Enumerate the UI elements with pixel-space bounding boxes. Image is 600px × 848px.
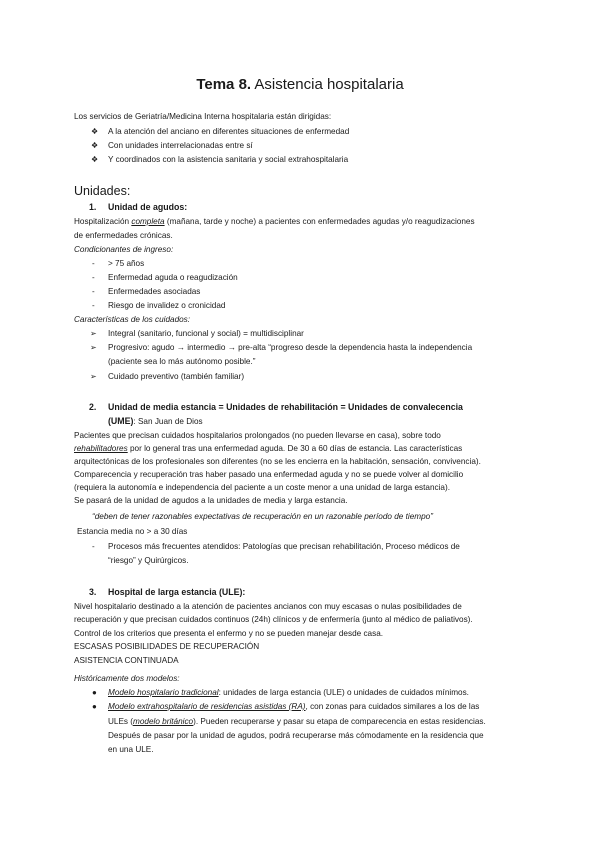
dash-bullet-icon: -	[92, 287, 95, 296]
dash-bullet-icon: -	[92, 273, 95, 282]
model-item-continued: Después de pasar por la unidad de agudos, podrá recuperarse más cómodamente en la residencia que	[108, 731, 484, 740]
section-3-caps-line: ESCASAS POSIBILIDADES DE RECUPERACIÓN	[74, 642, 260, 651]
intro-bullet: A la atención del anciano en diferentes situaciones de enfermedad	[108, 127, 350, 136]
title-number: Tema 8.	[196, 76, 252, 93]
section-1-title: Unidad de agudos:	[108, 202, 188, 212]
page-title	[0, 76, 600, 93]
intro-bullet: Y coordinados con la asistencia sanitaria y social extrahospitalaria	[108, 155, 349, 164]
diamond-bullet-icon: ❖	[91, 155, 99, 164]
condition-item: Riesgo de invalidez o cronicidad	[108, 301, 226, 310]
intro-bullet: Con unidades interrelacionadas entre sí	[108, 141, 253, 150]
dot-bullet-icon: ●	[92, 702, 97, 711]
section-1-paragraph: Hospitalización completa (mañana, tarde y noche) a pacientes con enfermedades agudas y/o reagudizaciones	[74, 217, 475, 226]
arrow-bullet-icon: ➢	[90, 329, 97, 338]
characteristics-label: Características de los cuidados:	[74, 315, 191, 324]
dash-bullet-icon: -	[92, 301, 95, 310]
condition-item: > 75 años	[108, 259, 145, 268]
diamond-bullet-icon: ❖	[91, 141, 99, 150]
section-2-quote: “deben de tener razonables expectativas de recuperación en un razonable período de tiempo”	[92, 512, 433, 521]
historical-label: Históricamente dos modelos:	[74, 674, 180, 683]
arrow-bullet-icon: ➢	[90, 372, 97, 381]
section-2-paragraph: (requiera la autonomía e independencia del paciente a un coste menor a una unidad de larga estancia).	[74, 483, 450, 492]
intro-text: Los servicios de Geriatría/Medicina Interna hospitalaria están dirigidas:	[74, 112, 332, 121]
section-2-number: 2.	[89, 402, 97, 412]
section-2-paragraph: rehabilitadores por lo general tras una enfermedad aguda. De 30 a 60 días de estancia. Las características	[74, 444, 463, 453]
section-2-paragraph: Se pasará de la unidad de agudos a la unidades de media y larga estancia.	[74, 496, 348, 505]
dash-bullet-icon: -	[92, 542, 95, 551]
section-3-paragraph: Control de los criterios que presenta el enfermo y no se pueden manejar desde casa.	[74, 629, 384, 638]
arrow-bullet-icon: ➢	[90, 343, 97, 352]
section-2-paragraph: Comparecencia y recuperación tras haber pasado una enfermedad aguda y no se puede volver al domicilio	[74, 470, 464, 479]
section-1-paragraph: de enfermedades crónicas.	[74, 231, 173, 240]
model-item-continued: en una ULE.	[108, 745, 154, 754]
section-2-processes-continued: “riesgo” y Quirúrgicos.	[108, 556, 189, 565]
characteristic-item: Progresivo: agudo → intermedio → pre-alta “progreso desde la dependencia hasta la independencia	[108, 343, 473, 352]
characteristic-item-continued: (paciente sea lo más autónomo posible.”	[108, 357, 256, 366]
section-3-paragraph: recuperación y que precisan cuidados continuos (24h) clínicos y de enfermería (junto al médico de paliativos).	[74, 615, 473, 624]
characteristic-item: Integral (sanitario, funcional y social) = multidisciplinar	[108, 329, 304, 338]
title-text: Asistencia hospitalaria	[251, 76, 404, 93]
characteristic-item: Cuidado preventivo (también familiar)	[108, 372, 245, 381]
dash-bullet-icon: -	[92, 259, 95, 268]
section-2-title-continued: (UME): San Juan de Dios	[108, 416, 203, 426]
model-item-continued: ULEs (modelo británico). Pueden recuperarse y pasar su etapa de comparecencia en estas residencias.	[108, 717, 486, 726]
model-item: Modelo hospitalario tradicional: unidades de larga estancia (ULE) o unidades de cuidados mínimos.	[108, 688, 469, 697]
section-2-paragraph: Pacientes que precisan cuidados hospitalarios prolongados (no pueden llevarse en casa), sobre todo	[74, 431, 441, 440]
section-3-caps-line: ASISTENCIA CONTINUADA	[74, 656, 179, 665]
section-1-number: 1.	[89, 202, 97, 212]
section-3-number: 3.	[89, 587, 97, 597]
section-2-title: Unidad de media estancia = Unidades de rehabilitación = Unidades de convalecencia	[108, 402, 463, 412]
section-3-title: Hospital de larga estancia (ULE):	[108, 587, 246, 597]
model-item: Modelo extrahospitalario de residencias asistidas (RA), con zonas para cuidados similares a los de las	[108, 702, 480, 711]
diamond-bullet-icon: ❖	[91, 127, 99, 136]
units-heading: Unidades:	[74, 184, 131, 198]
section-2-stay: Estancia media no > a 30 días	[77, 527, 188, 536]
conditions-label: Condicionantes de ingreso:	[74, 245, 174, 254]
section-2-processes: Procesos más frecuentes atendidos: Patologías que precisan rehabilitación, Proceso médicos de	[108, 542, 460, 551]
dot-bullet-icon: ●	[92, 688, 97, 697]
section-2-paragraph: arquitectónicas de los profesionales son diferentes (no se les encierra en la habitación, sensación, convivencia).	[74, 457, 481, 466]
section-3-paragraph: Nivel hospitalario destinado a la atención de pacientes ancianos con muy escasas o nulas posibilidades de	[74, 602, 462, 611]
condition-item: Enfermedad aguda o reagudización	[108, 273, 238, 282]
condition-item: Enfermedades asociadas	[108, 287, 201, 296]
